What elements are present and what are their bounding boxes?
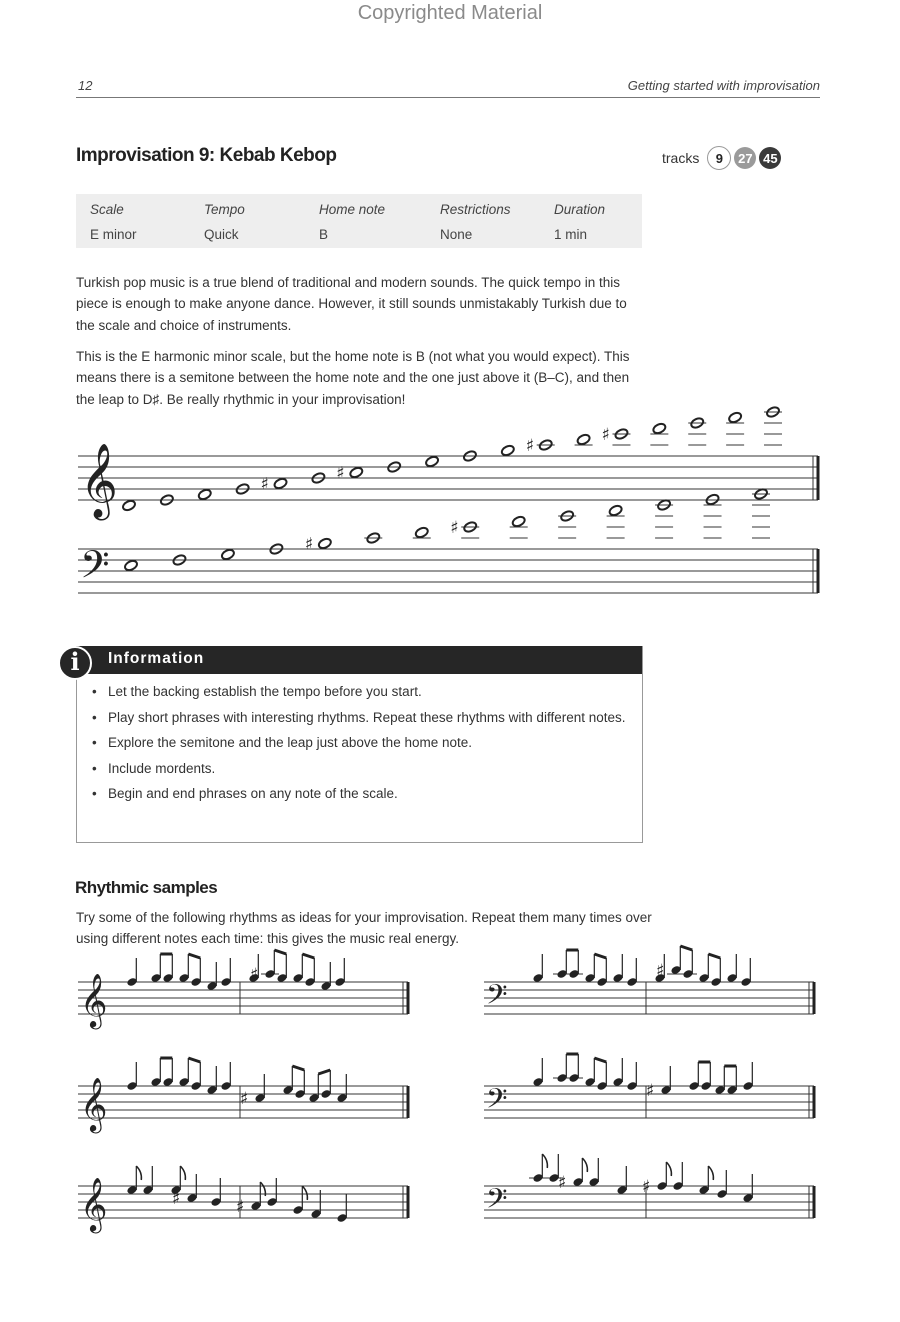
rhythm-sample-staff bbox=[482, 1172, 818, 1238]
note-beam bbox=[274, 950, 286, 954]
treble-clef-icon: 𝄞 bbox=[80, 1177, 108, 1231]
tracks-label: tracks bbox=[662, 150, 700, 166]
note-flag bbox=[666, 1162, 671, 1176]
rhythmic-intro-paragraph: Try some of the following rhythms as ideas for your improvisation. Repeat them many times over using different notes each time: this gives the music real energy. bbox=[76, 910, 652, 947]
sharp-sign: ♯ bbox=[304, 534, 314, 555]
treble-clef-icon: 𝄞 bbox=[80, 444, 118, 518]
note-beam bbox=[188, 954, 200, 958]
bass-clef-icon: 𝄢 bbox=[486, 1082, 508, 1121]
bass-clef-icon: 𝄢 bbox=[80, 542, 110, 596]
copyright-watermark: Copyrighted Material bbox=[357, 2, 543, 24]
details-value: Quick bbox=[204, 227, 239, 242]
bass-clef-icon: 𝄢 bbox=[486, 1182, 508, 1221]
note-beam bbox=[594, 954, 606, 958]
sharp-sign: ♯ bbox=[558, 1173, 567, 1193]
note-flag bbox=[136, 1166, 141, 1180]
track-badge: 9 bbox=[707, 146, 731, 170]
details-value: E minor bbox=[90, 227, 137, 242]
bass-scale-staff bbox=[76, 518, 821, 607]
note-flag bbox=[302, 1186, 307, 1200]
whole-note bbox=[728, 411, 743, 424]
details-header: Restrictions bbox=[440, 202, 511, 217]
note-flag bbox=[542, 1154, 547, 1168]
information-item: • Include mordents. bbox=[88, 758, 628, 779]
whole-note bbox=[124, 559, 139, 572]
note-flag bbox=[180, 1166, 185, 1180]
rhythm-sample-staff bbox=[76, 965, 412, 1030]
track-badge: 45 bbox=[759, 147, 781, 169]
details-header: Home note bbox=[319, 202, 386, 217]
note-beam bbox=[680, 946, 692, 950]
information-list bbox=[88, 681, 628, 809]
sharp-sign: ♯ bbox=[450, 518, 459, 538]
note-flag bbox=[582, 1158, 587, 1172]
details-value: 1 min bbox=[554, 227, 588, 242]
whole-note bbox=[425, 455, 440, 468]
details-value: None bbox=[440, 227, 473, 242]
sharp-sign: ♯ bbox=[250, 965, 259, 985]
sharp-sign: ♯ bbox=[656, 961, 665, 981]
sharp-sign: ♯ bbox=[336, 463, 345, 484]
whole-note bbox=[197, 488, 212, 501]
sharp-sign: ♯ bbox=[236, 1197, 245, 1217]
details-header: Duration bbox=[554, 202, 606, 217]
scale-paragraph: This is the E harmonic minor scale, but the home note is B (not what you would expect). This means there is a semitone between the home note and the one just above it (B–C), and then the leap to D♯. Be really rhythmic in your improvisation! bbox=[76, 349, 630, 407]
whole-note bbox=[273, 477, 288, 490]
details-header: Scale bbox=[90, 202, 124, 217]
whole-note bbox=[500, 444, 515, 457]
note-beam bbox=[302, 954, 314, 958]
details-header: Tempo bbox=[204, 202, 245, 217]
note-beam bbox=[594, 1058, 606, 1062]
page-number: 12 bbox=[78, 78, 93, 93]
whole-note bbox=[317, 537, 332, 550]
note-beam bbox=[292, 1066, 304, 1070]
intro-paragraph: Turkish pop music is a true blend of traditional and modern sounds. The quick tempo in this piece is enough to make anyone dance. However, it still sounds unmistakably Turkish due to the scale and choice of instruments. bbox=[76, 275, 627, 333]
track-badge: 27 bbox=[734, 147, 756, 169]
rhythmic-samples-title: Rhythmic samples bbox=[75, 878, 218, 897]
rhythm-sample-staff bbox=[76, 1172, 412, 1238]
whole-note bbox=[652, 422, 667, 435]
header-rule bbox=[76, 97, 820, 98]
note-beam bbox=[708, 954, 720, 958]
information-item: • Begin and end phrases on any note of the scale. bbox=[88, 783, 628, 804]
information-item: • Let the backing establish the tempo before you start. bbox=[88, 681, 628, 702]
note-flag bbox=[708, 1166, 713, 1180]
treble-scale-staff bbox=[76, 425, 821, 520]
note-beam bbox=[318, 1070, 330, 1074]
sharp-sign: ♯ bbox=[601, 425, 610, 445]
details-value: B bbox=[319, 227, 329, 242]
info-icon-letter: i bbox=[70, 647, 80, 676]
note-beam bbox=[188, 1058, 200, 1062]
whole-note bbox=[122, 499, 137, 512]
bass-clef-icon: 𝄢 bbox=[486, 978, 508, 1017]
tracks-indicator bbox=[662, 143, 784, 173]
information-item: • Play short phrases with interesting rhythms. Repeat these rhythms with different notes. bbox=[88, 707, 628, 728]
sharp-sign: ♯ bbox=[260, 474, 269, 495]
details-table bbox=[76, 194, 642, 248]
sharp-sign: ♯ bbox=[240, 1089, 249, 1109]
treble-clef-icon: 𝄞 bbox=[80, 1077, 108, 1131]
running-head: Getting started with improvisation bbox=[627, 78, 820, 93]
sharp-sign: ♯ bbox=[646, 1081, 655, 1101]
whole-note bbox=[349, 466, 364, 479]
whole-note bbox=[576, 433, 591, 446]
sharp-sign: ♯ bbox=[642, 1177, 651, 1197]
exercise-title: Improvisation 9: Kebab Kebop bbox=[76, 145, 337, 166]
sharp-sign: ♯ bbox=[525, 436, 534, 456]
information-title: Information bbox=[108, 650, 205, 667]
rhythm-sample-staff bbox=[482, 1072, 818, 1134]
whole-note bbox=[414, 526, 429, 539]
information-item: • Explore the semitone and the leap just above the home note. bbox=[88, 732, 628, 753]
rhythm-sample-staff bbox=[76, 1072, 412, 1134]
rhythm-sample-staff bbox=[482, 961, 818, 1030]
sharp-sign: ♯ bbox=[172, 1189, 181, 1209]
treble-clef-icon: 𝄞 bbox=[80, 973, 108, 1027]
whole-note bbox=[220, 548, 235, 561]
